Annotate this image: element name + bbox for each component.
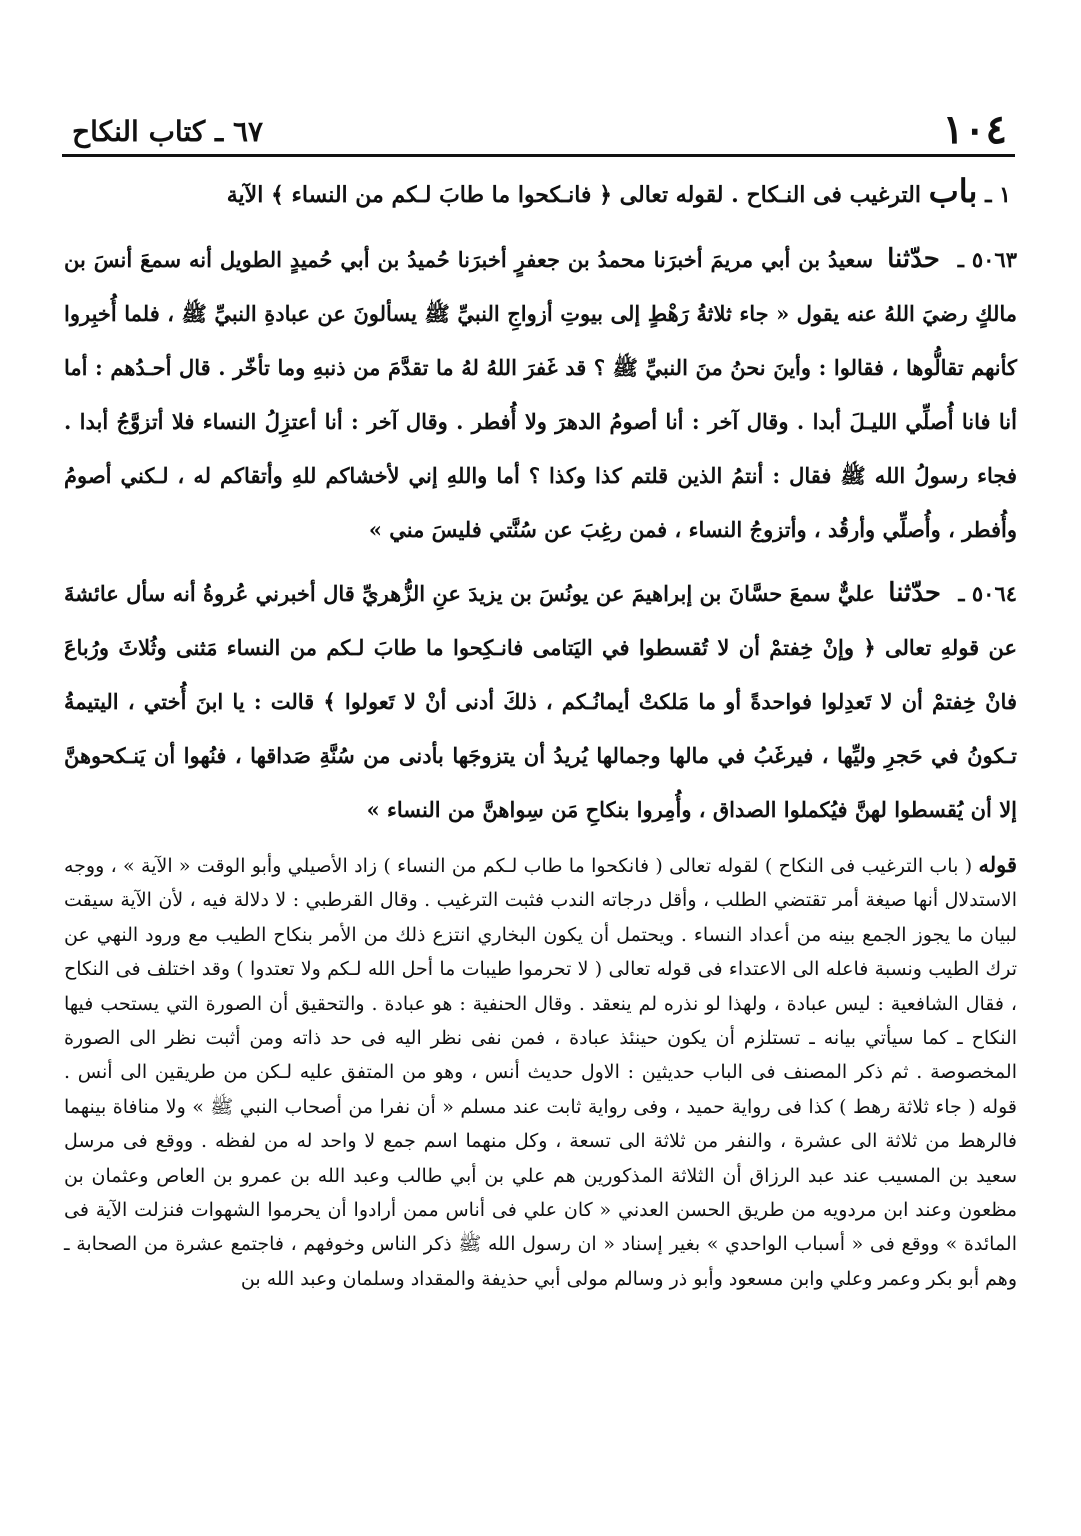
hadith-number: ٥٠٦٣ ـ: [957, 247, 1017, 272]
commentary-section: [64, 848, 1017, 1296]
chapter-bab-word: باب: [928, 172, 978, 210]
book-title: ٦٧ ـ كتاب النكاح: [72, 115, 264, 148]
hadith-number: ٥٠٦٤ ـ: [958, 581, 1018, 606]
haddathana-label: حدّثنا: [888, 578, 942, 608]
header-divider: [62, 154, 1015, 157]
hadith-text: عليٌّ سمعَ حسَّانَ بن إبراهيمَ عن يونُسَ بن يزيدَ عنِ الزُّهريِّ قال أخبرني عُروةُ أنه سأل عائشةَ عن قولهِ تعالى ﴿ وإنْ خِفتمْ أن لا تُقسطوا في اليَتامى فانـكِحوا ما طابَ لـكم من النساء مَثنى وثُلاثَ ورُباعَ فانْ خِفتمْ أن لا تَعدِلوا فواحدةً أو ما مَلكتْ أيمانُـكم ، ذلكَ أدنى أنْ لا تَعولوا ﴾ قالت : يا ابنَ أُختي ، اليتيمةُ تـكونُ في حَجرِ وليِّها ، فيرغَبُ في مالها وجمالها يُريدُ أن يتزوجَها بأدنى من سُنَّةِ صَداقها ، فنُهوا أن يَنـكحوهنَّ إلا أن يُقسطوا لهنَّ فيُكملوا الصداق ، وأُمِروا بنكاحِ مَن سِواهنَّ من النساء »: [64, 581, 1017, 822]
page-header: [62, 108, 1015, 152]
haddathana-label: حدّثنا: [887, 244, 940, 274]
page-number: ١٠٤: [942, 106, 1007, 153]
hadith-5063: [64, 232, 1017, 557]
hadith-text: سعيدُ بن أبي مريمَ أخبرَنا محمدُ بن جعفرٍ أخبرَنا حُميدُ بن أبي حُميدٍ الطويل أنه سمعَ أنسَ بن مالكٍ رضيَ اللهُ عنه يقول « جاء ثلاثةُ رَهْطٍ إلى بيوتِ أزواجِ النبيِّ ﷺ يسألونَ عن عبادةِ النبيِّ ﷺ ، فلما أُخبِروا كأنهم تقالُّوها ، فقالوا : وأينَ نحنُ منَ النبيِّ ﷺ ؟ قد غَفرَ اللهُ لهُ ما تقدَّمَ من ذنبهِ وما تأخّر . قال أحـدُهم : أما أنا فانا أُصلِّي الليـلَ أبدا . وقال آخر : أنا أصومُ الدهرَ ولا أُفطر . وقال آخر : أنا أعتزِلُ النساء فلا أتزوَّجُ أبدا . فجاء رسولُ الله ﷺ فقال : أنتمُ الذين قلتم كذا وكذا ؟ أما واللهِ إني لأخشاكم للهِ وأتقاكم له ، لـكني أصومُ وأُفطر ، وأُصلِّي وأرقُد ، وأتزوجُ النساء ، فمن رغِبَ عن سُنَّتي فليسَ مني »: [64, 247, 1017, 542]
hadith-5064: [64, 566, 1017, 837]
commentary-text: ( باب الترغيب فى النكاح ) لقوله تعالى ( فانكحوا ما طاب لـكم من النساء ) زاد الأصيلي وأبو الوقت « الآية » ، ووجه الاستدلال أنها صيغة أمر تقتضي الطلب ، وأقل درجاته الندب فثبت الترغيب . وقال القرطبي : لا دلالة فيه ، لأن الآية سيقت لبيان ما يجوز الجمع بينه من أعداد النساء . ويحتمل أن يكون البخاري انتزع ذلك من الأمر بنكاح الطيب مع ورود النهي عن ترك الطيب ونسبة فاعله الى الاعتداء فى قوله تعالى ( لا تحرموا طيبات ما أحل الله لـكم ولا تعتدوا ) وقد اختلف فى النكاح ، فقال الشافعية : ليس عبادة ، ولهذا لو نذره لم ينعقد . وقال الحنفية : هو عبادة . والتحقيق أن الصورة التي يستحب فيها النكاح ـ كما سيأتي بيانه ـ تستلزم أن يكون حينئذ عبادة ، فمن نفى نظر اليه فى حد ذاته ومن أثبت نظر الى الصورة المخصوصة . ثم ذكر المصنف فى الباب حديثين : الاول حديث أنس ، وهو من المتفق عليه لـكن من طريقين الى أنس . قوله ( جاء ثلاثة رهط ) كذا فى رواية حميد ، وفى رواية ثابت عند مسلم « أن نفرا من أصحاب النبي ﷺ » ولا منافاة بينهما فالرهط من ثلاثة الى عشرة ، والنفر من ثلاثة الى تسعة ، وكل منهما اسم جمع لا واحد له من لفظه . ووقع فى مرسل سعيد بن المسيب عند عبد الرزاق أن الثلاثة المذكورين هم علي بن أبي طالب وعبد الله بن عمرو بن العاص وعثمان بن مظعون وعند ابن مردويه من طريق الحسن العدني « كان علي فى أناس ممن أرادوا أن يحرموا الشهوات فنزلت الآية فى المائدة » ووقع فى « أسباب الواحدي » بغير إسناد « ان رسول الله ﷺ ذكر الناس وخوفهم ، فاجتمع عشرة من الصحابة ـ وهم أبو بكر وعمر وعلي وابن مسعود وأبو ذر وسالم مولى أبي حذيفة والمقداد وسلمان وعبد الله بن: [64, 855, 1017, 1290]
chapter-title: الترغيب فى النـكاح . لقوله تعالى ﴿ فانـكحوا ما طابَ لـكم من النساء ﴾ الآية: [226, 182, 921, 208]
commentary-qawluhu: قوله: [978, 852, 1017, 877]
chapter-heading: [100, 172, 1011, 214]
chapter-number: ١ ـ: [985, 182, 1011, 208]
